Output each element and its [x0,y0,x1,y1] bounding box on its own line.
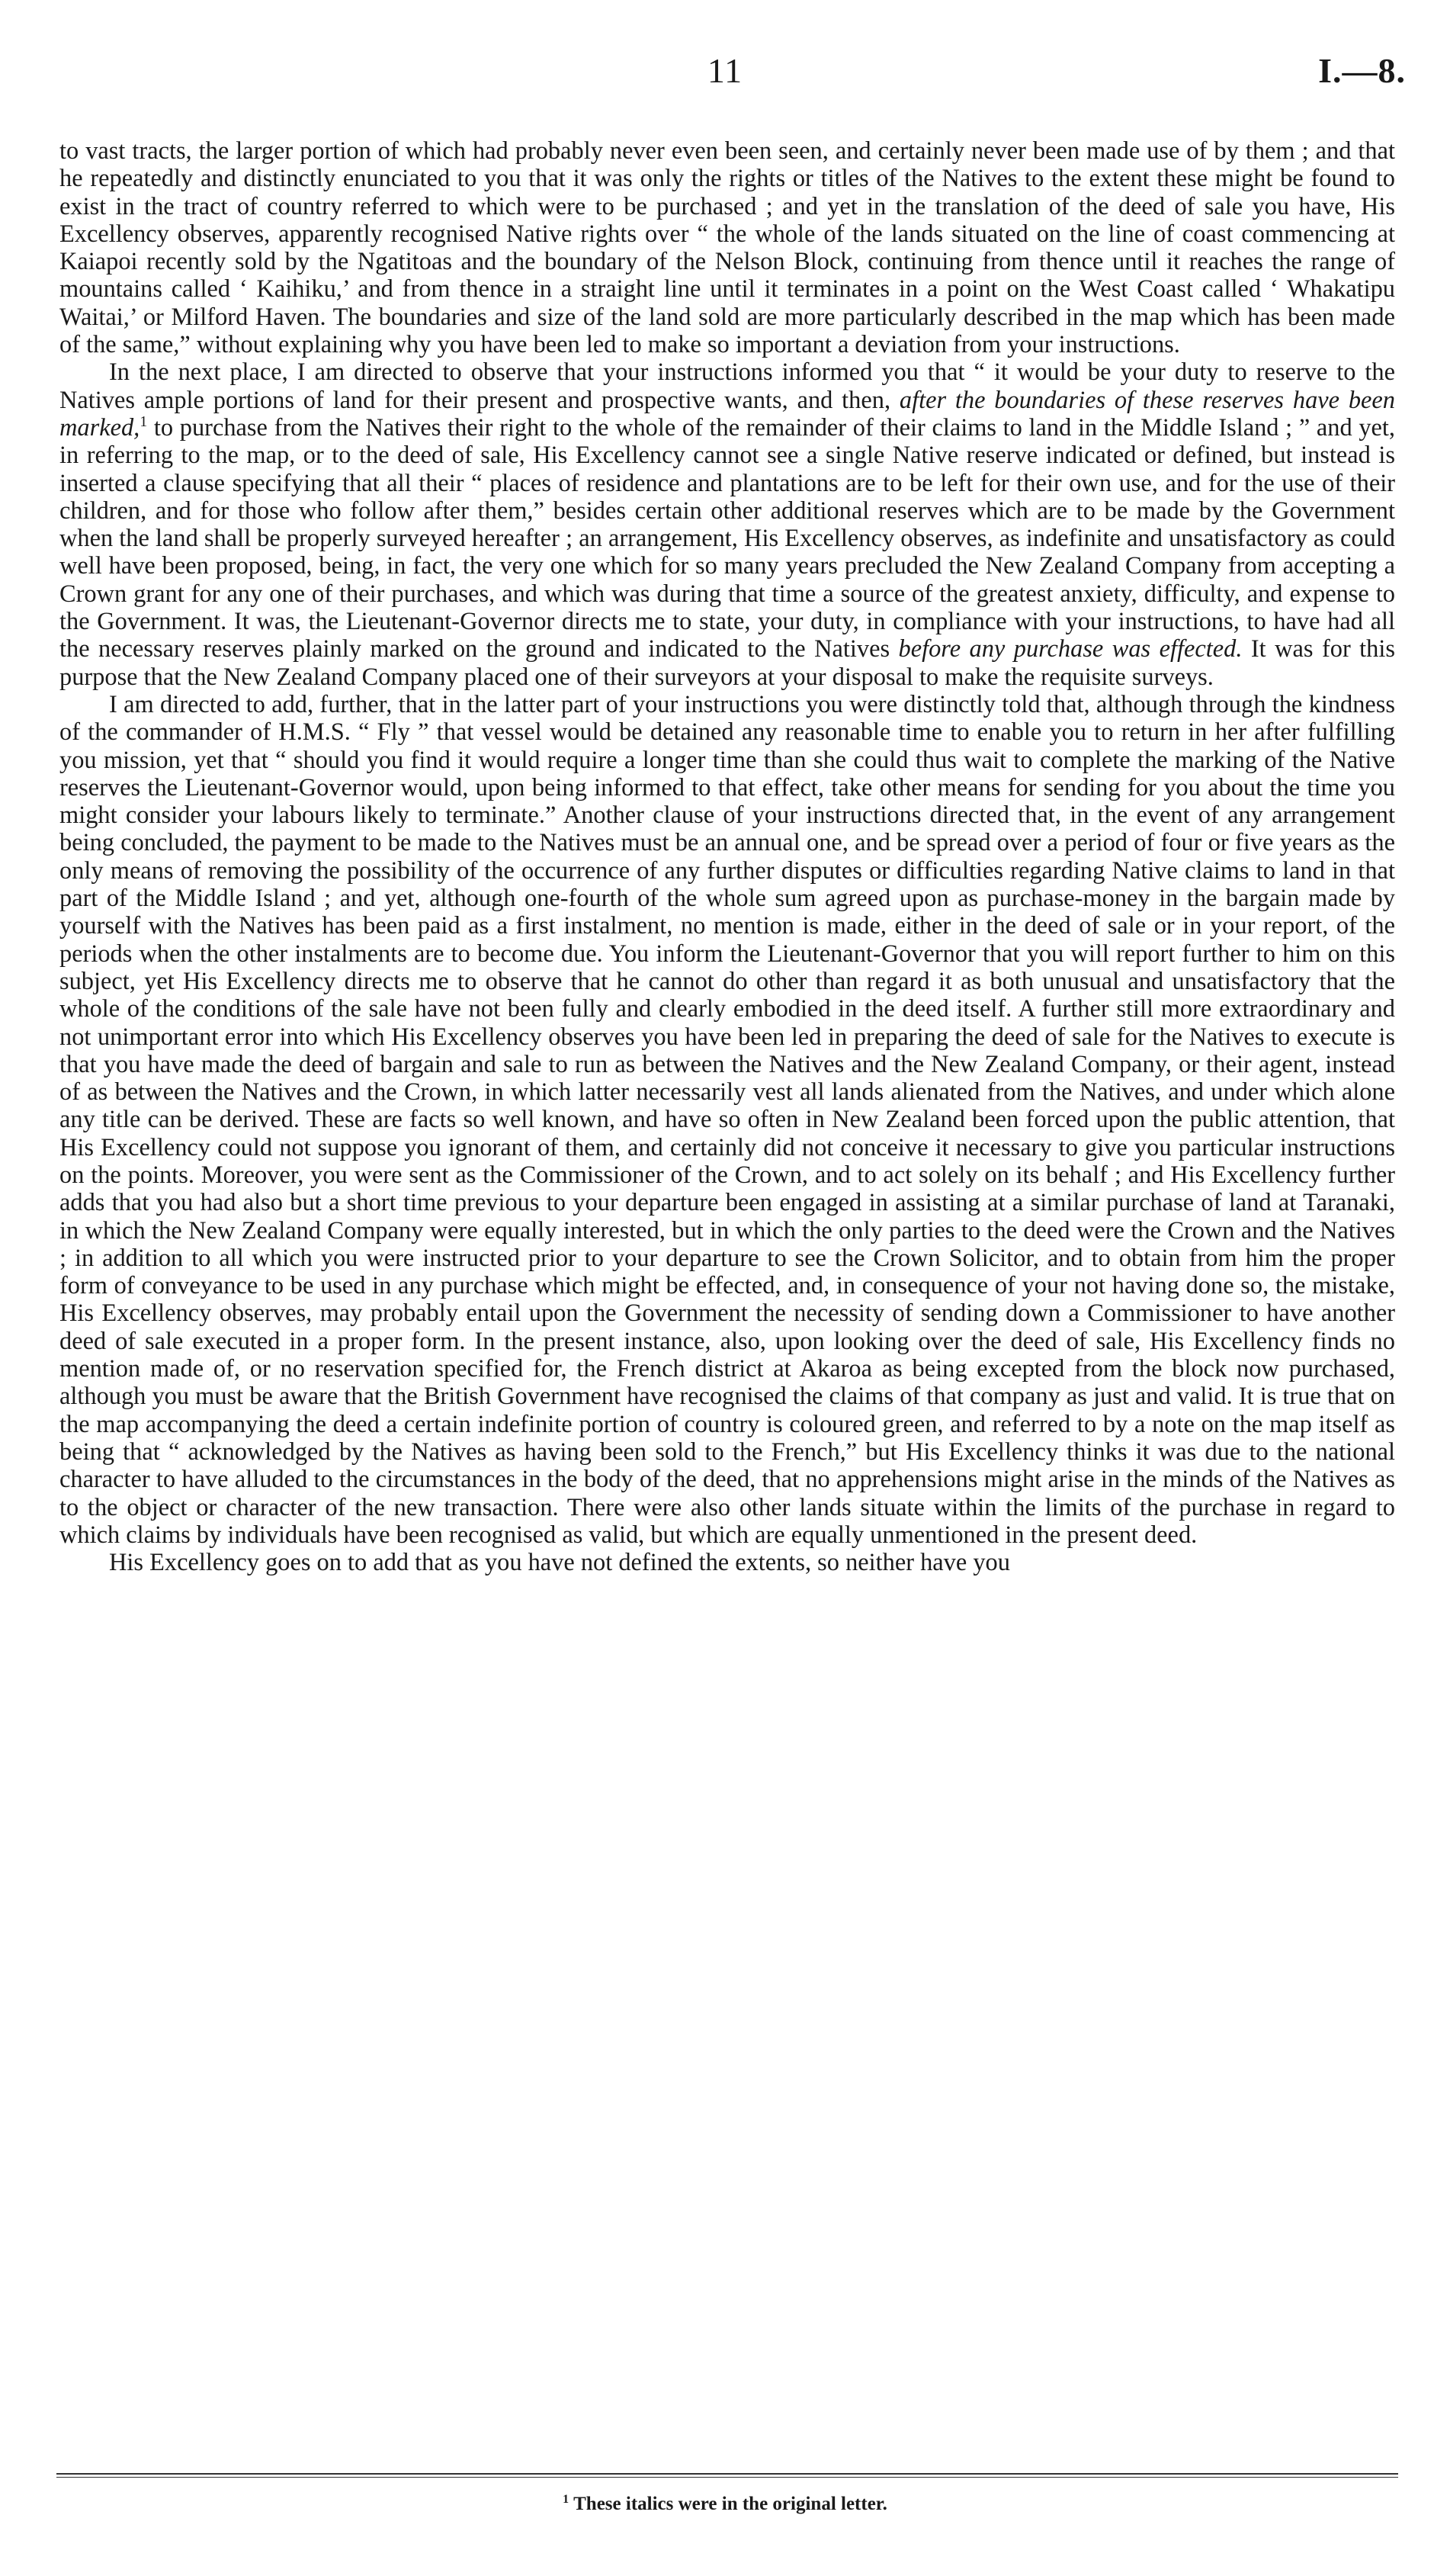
italic-phrase-reserves-marked: after the boundaries of these reserves have been marked, [59,386,1395,442]
footnote-divider-thin [56,2477,1398,2478]
paragraph-1-text: to vast tracts, the larger portion of which had probably never even been seen, and certainly never been made use of by them ; and that he repeatedly and distinctly enunciated to you that it was only the rights or titles of the Natives to the extent these might be found to exist in the tract of country referred to which were to be purchased ; and yet in the translation of the deed of sale you have, His Excellency observes, apparently recognised Native rights over “ the whole of the lands situated on the line of coast commencing at Kaiapoi recently sold by the Ngatitoas and the boundary of the Nelson Block, continuing from thence until it reaches the range of mountains called ‘ Kaihiku,’ and from thence in a straight line until it terminates in a point on the West Coast called ‘ Whakatipu Waitai,’ or Milford Haven. The boundaries and size of the land sold are more particularly described in the map which has been made of the same,” without explaining why you have been led to make so important a deviation from your instructions. [59,137,1395,359]
paragraph-2 [59,358,1395,691]
page-number: 11 [707,51,743,90]
footnote-divider [56,2473,1398,2475]
paragraph-2-text-c: It was for this purpose that the New Zealand Company placed one of their surveyors at your disposal to make the requisite surveys. [59,635,1395,691]
paragraph-4-text: His Excellency goes on to add that as you have not defined the extents, so neither have you [109,1549,1010,1577]
footnote-text: These italics were in the original letter. [573,2494,887,2514]
paragraph-3-text: I am directed to add, further, that in the latter part of your instructions you were distinctly told that, although through the kindness of the commander of H.M.S. “ Fly ” that vessel would be detained any reasonable time to enable you to return in her after fulfilling you mission, yet that “ should you find it would require a longer time than she could thus wait to complete the marking of the Native reserves the Lieutenant-Governor would, upon being informed to that effect, take other means for sending for you about the time you might consider your labours likely to terminate.” Another clause of your instructions directed that, in the event of any arrangement being concluded, the payment to be made to the Natives must be an annual one, and be spread over a period of four or five years as the only means of removing the possibility of the occurrence of any further disputes or difficulties regarding Native claims to land in that part of the Middle Island ; and yet, although one-fourth of the whole sum agreed upon as purchase-money in the bargain made by yourself with the Natives has been paid as a first instalment, no mention is made, either in the deed of sale or in your report, of the periods when the other instalments are to become due. You inform the Lieutenant-Governor that you will report further to him on this subject, yet His Excellency directs me to observe that he cannot do other than regard it as both unusual and unsatisfactory that the whole of the conditions of the sale have not been fully and clearly embodied in the deed itself. A further still more extraordinary and not unimportant error into which His Excellency observes you have been led in preparing the deed of sale for the Natives to execute is that you have made the deed of bargain and sale to run as between the Natives and the New Zealand Company, or their agent, instead of as between the Natives and the Crown, in which latter necessarily vest all lands alienated from the Natives, and under which alone any title can be derived. These are facts so well known, and have so often in New Zealand been forced upon the public attention, that His Excellency could not suppose you ignorant of them, and certainly did not conceive it necessary to give you particular instructions on the points. Moreover, you were sent as the Commissioner of the Crown, and to act solely on its behalf ; and His Excellency further adds that you had also but a short time previous to your departure been engaged in assisting at a similar purchase of land at Taranaki, in which the New Zealand Company were equally interested, but in which the only parties to the deed were the Crown and the Natives ; in addition to all which you were instructed prior to your departure to see the Crown Solicitor, and to obtain from him the proper form of conveyance to be used in any purchase which might be effected, and, in consequence of your not having done so, the mistake, His Excellency observes, may probably entail upon the Government the necessity of sending down a Commissioner to have another deed of sale executed in a proper form. In the present instance, also, upon looking over the deed of sale, His Excellency finds no mention made of, or no reservation specified for, the French district at Akaroa as being excepted from the block now purchased, although you must be aware that the British Government have recognised the claims of that company as just and valid. It is true that on the map accompanying the deed a certain indefinite portion of country is coloured green, and referred to by a note on the map itself as being that “ acknowledged by the Natives as having been sold to the French,” but His Excellency thinks it was due to the national character to have alluded to the circumstances in the body of the deed, that no apprehensions might arise in the minds of the Natives as to the object or character of the new transaction. There were also other lands situate within the limits of the purchase in regard to which claims by individuals have been recognised as valid, but which are equally unmentioned in the present deed. [59,690,1395,1549]
body-text [59,137,1395,1576]
document-reference: I.—8. [1318,51,1406,90]
footnote-reference-marker[interactable]: 1 [140,413,148,431]
footnote [0,2494,1450,2515]
paragraph-2-text-b: to purchase from the Natives their right to the whole of the remainder of their claims to land in the Middle Island ; ” and yet, in referring to the map, or to the deed of sale, His Excellency cannot see a single Native reserve indicated or defined, but instead is inserted a clause specifying that all their “ places of residence and plantations are to be left for their own use, and for the use of their children, and for those who follow after them,” besides certain other additional reserves which are to be made by the Government when the land shall be properly surveyed hereafter ; an arrangement, His Excellency observes, as indefinite and unsatisfactory as could well have been proposed, being, in fact, the very one which for so many years precluded the New Zealand Company from accepting a Crown grant for any one of their purchases, and which was during that time a source of the greatest anxiety, difficulty, and expense to the Government. It was, the Lieutenant-Governor directs me to state, your duty, in compliance with your instructions, to have had all the necessary reserves plainly marked on the ground and indicated to the Natives [59,413,1395,663]
paragraph-3 [59,691,1395,1549]
footnote-marker: 1 [563,2492,569,2506]
italic-phrase-before-purchase: before any purchase was effected. [898,635,1243,663]
paragraph-1 [59,137,1395,358]
paragraph-4 [59,1549,1395,1576]
paragraph-2-text-a: In the next place, I am directed to observe that your instructions informed you that “ it would be your duty to reserve to the Natives ample portions of land for their present and prospective wants, and then, [59,358,1395,414]
